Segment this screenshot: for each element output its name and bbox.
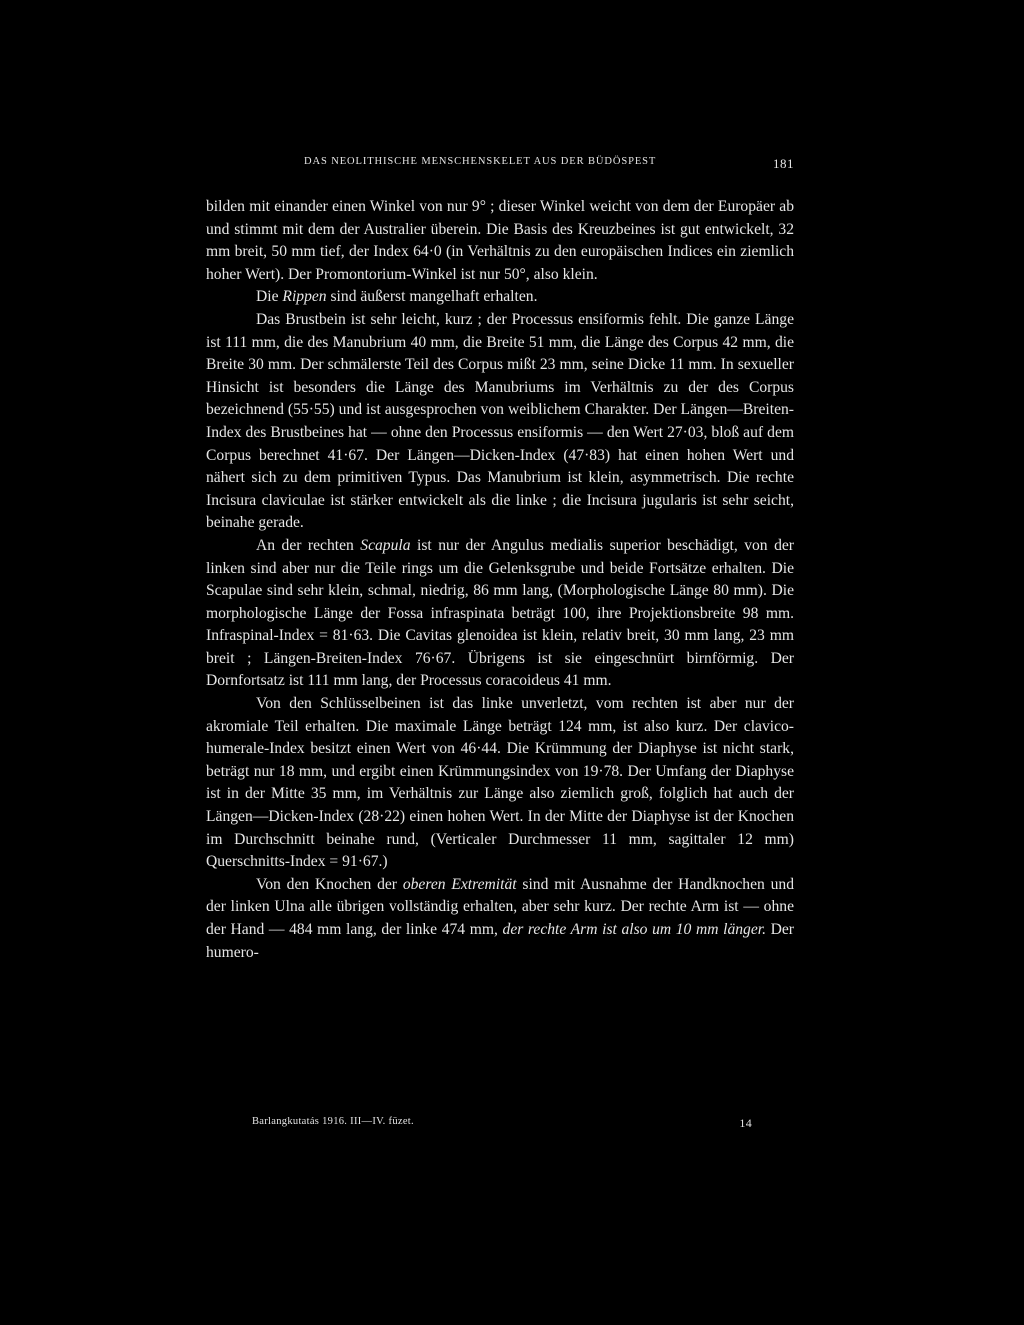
text-run: Die (256, 288, 283, 306)
document-page (206, 150, 794, 1150)
paragraph-sternum: Das Brustbein ist sehr leicht, kurz ; der Processus ensiformis fehlt. Die ganze Länge ist 111 mm, die des Manubrium 40 mm, die Breite 51 mm, die Länge des Corpus 42 mm, die Breite 30 mm. Der schmälerste Teil des Corpus mißt 23 mm, seine Dicke 11 mm. In sexueller Hinsicht ist besonders die Länge des Manubriums im Verhältnis zu der des Corpus bezeichnend (55·55) und ist ausgesprochen von weiblichem Charakter. Der Längen—Breiten-Index des Brustbeines hat — ohne den Processus ensiformis — den Wert 27·03, bloß auf dem Corpus berechnet 41·67. Der Längen—Dicken-Index (47·83) hat einen hohen Wert und nähert sich zu dem primitiven Typus. Das Manubrium ist klein, asymmetrisch. Die rechte Incisura claviculae ist stärker entwickelt als die linke ; die Incisura jugularis ist sehr seicht, beinahe gerade. (206, 310, 794, 532)
paragraph-sacrum: bilden mit einander einen Winkel von nur 9° ; dieser Winkel weicht von dem der Europäer ab und stimmt mit dem der Australier überein. Die Basis des Kreuzbeines ist gut entwickelt, 32 mm breit, 50 mm tief, der Index 64·0 (in Verhältnis zu den europäischen Indices ein ziemlich hoher Wert). Der Promontorium-Winkel ist nur 50°, also klein. (206, 198, 794, 283)
page-footer (252, 1116, 752, 1132)
emphasis-scapula: Scapula (360, 536, 411, 554)
emphasis-rippen: Rippen (282, 288, 327, 306)
emphasis-arm-length: der rechte Arm ist also um 10 mm länger. (502, 921, 766, 938)
journal-signature: Barlangkutatás 1916. III—IV. füzet. (252, 1116, 414, 1127)
text-run: sind mit Ausnahme der Handknochen und der linken Ulna alle übrigen vollständig erhalten, aber sehr kurz. Der rechte Arm ist — ohne der Hand — 484 mm lang, der linke 474 mm, (206, 875, 794, 938)
page-number: 181 (773, 156, 794, 171)
running-title: DAS NEOLITHISCHE MENSCHENSKELET AUS DER BÜDÖSPEST (304, 156, 657, 167)
text-run: sind äußerst mangelhaft erhalten. (326, 288, 538, 306)
running-header (206, 156, 794, 172)
paragraph-ribs (206, 286, 794, 309)
emphasis-upper-extremity: oberen Extremität (402, 875, 517, 893)
text-run: ist nur der Angulus medialis superior beschädigt, von der linken sind aber nur die Teile rings um die Gelenksgrube und beide Fortsätze erhalten. Die Scapulae sind sehr klein, schmal, niedrig, 86 mm lang, (Morphologische Länge 80 mm). Die morphologische Länge der Fossa infraspinata beträgt 100, ihre Projektionsbreite 98 mm. Infraspinal-Index = 81·63. Die Cavitas glenoidea ist klein, relativ breit, 30 mm lang, 23 mm breit ; Längen-Breiten-Index 76·67. Übrigens ist sie eingeschnürt birnförmig. Der Dornfortsatz ist 111 mm lang, der Processus coracoideus 41 mm. (206, 536, 794, 690)
text-run: An der rechten (256, 536, 361, 554)
sheet-signature: 14 (739, 1116, 752, 1130)
paragraph-clavicle: Von den Schlüsselbeinen ist das linke unverletzt, vom rechten ist aber nur der akromiale Teil erhalten. Die maximale Länge beträgt 124 mm, ist also kurz. Der clavico-humerale-Index besitzt einen Wert von 46·44. Die Krümmung der Diaphyse ist nicht stark, beträgt nur 18 mm, und ergibt einen Krümmungsindex von 19·78. Der Umfang der Diaphyse ist in der Mitte 35 mm, im Verhältnis zur Länge also ziemlich groß, folglich hat auch der Längen—Dicken-Index (28·22) einen hohen Wert. In der Mitte der Diaphyse ist der Knochen im Durchschnitt beinahe rund, (Verticaler Durchmesser 11 mm, sagittaler 12 mm) Querschnitts-Index = 91·67.) (206, 695, 794, 871)
paragraph-upper-extremity (206, 874, 794, 964)
text-run: Der humero- (206, 921, 794, 961)
paragraph-scapula (206, 535, 794, 693)
text-run: Von den Knochen der (256, 875, 403, 893)
body-text (206, 196, 794, 964)
